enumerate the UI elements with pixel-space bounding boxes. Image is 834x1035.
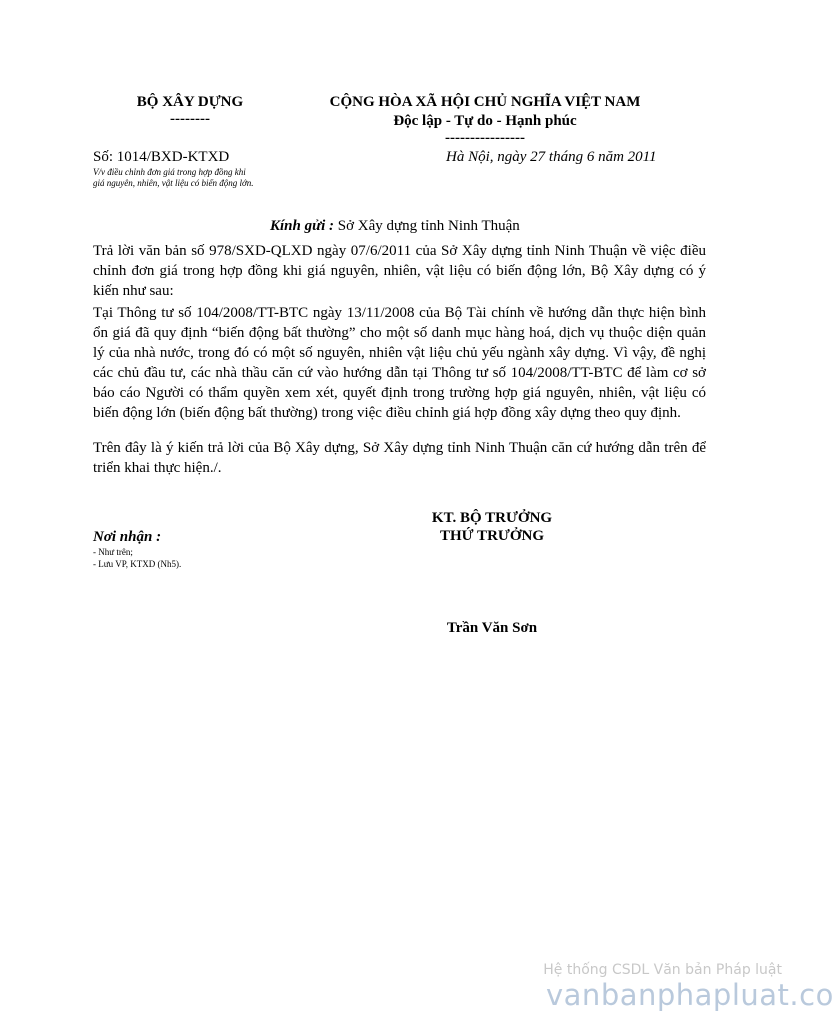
paragraph-1: Trả lời văn bản số 978/SXD-QLXD ngày 07/6/2011 của Sở Xây dựng tỉnh Ninh Thuận về việc điều chỉnh đơn giá trong hợp đồng khi giá nguyên, nhiên, vật liệu có biến động lớn, Bộ Xây dựng có ý kiến như sau: — [93, 243, 706, 299]
recipients-title: Nơi nhận : — [93, 529, 162, 545]
ministry-name: BỘ XÂY DỰNG — [136, 94, 244, 110]
recipient-line — [270, 218, 520, 235]
nation-title: CỘNG HÒA XÃ HỘI CHỦ NGHĨA VIỆT NAM — [329, 94, 641, 110]
recipient-name: Sở Xây dựng tỉnh Ninh Thuận — [337, 218, 520, 234]
motto-divider: ---------------- — [445, 130, 525, 146]
ministry-divider: -------- — [170, 111, 210, 127]
recipient-item: - Lưu VP, KTXD (Nh5). — [93, 559, 182, 569]
watermark-line-2: vanbanphapluat.co — [546, 978, 834, 1012]
paragraph-3: Trên đây là ý kiến trả lời của Bộ Xây dựng, Sở Xây dựng tỉnh Ninh Thuận căn cứ hướng dẫn trên để triển khai thực hiện./. — [93, 440, 706, 476]
paragraph-2: Tại Thông tư số 104/2008/TT-BTC ngày 13/11/2008 của Bộ Tài chính về hướng dẫn thực hiện bình ổn giá đã quy định “biến động bất thường” cho một số danh mục hàng hoá, dịch vụ thuộc diện quản lý của nhà nước, trong đó có một số nguyên, nhiên vật liệu chủ yếu ngành xây dựng. Vì vậy, đề nghị các chủ đầu tư, các nhà thầu căn cứ vào hướng dẫn tại Thông tư số 104/2008/TT-BTC để làm cơ sở báo cáo Người có thẩm quyền xem xét, quyết định trong trường hợp giá nguyên, nhiên, vật liệu có biến động lớn (biến động bất thường) trong việc điều chỉnh giá hợp đồng xây dựng theo quy định. — [93, 305, 706, 421]
recipient-item: - Như trên; — [93, 547, 133, 557]
document-summary-line-1: V/v điều chỉnh đơn giá trong hợp đồng khi — [93, 167, 246, 177]
recipient-label: Kính gửi : — [270, 218, 335, 234]
watermark-line-1: Hệ thống CSDL Văn bản Pháp luật — [543, 962, 782, 978]
motto: Độc lập - Tự do - Hạnh phúc — [393, 113, 577, 129]
document-summary-line-2: giá nguyên, nhiên, vật liệu có biến động lớn. — [93, 178, 254, 188]
signer-name: Trần Văn Sơn — [446, 620, 538, 636]
document-number: Số: 1014/BXD-KTXD — [93, 149, 230, 165]
place-date: Hà Nội, ngày 27 tháng 6 năm 2011 — [446, 149, 657, 165]
sign-title-2: THỨ TRƯỞNG — [439, 528, 545, 544]
sign-title-1: KT. BỘ TRƯỞNG — [431, 510, 553, 526]
